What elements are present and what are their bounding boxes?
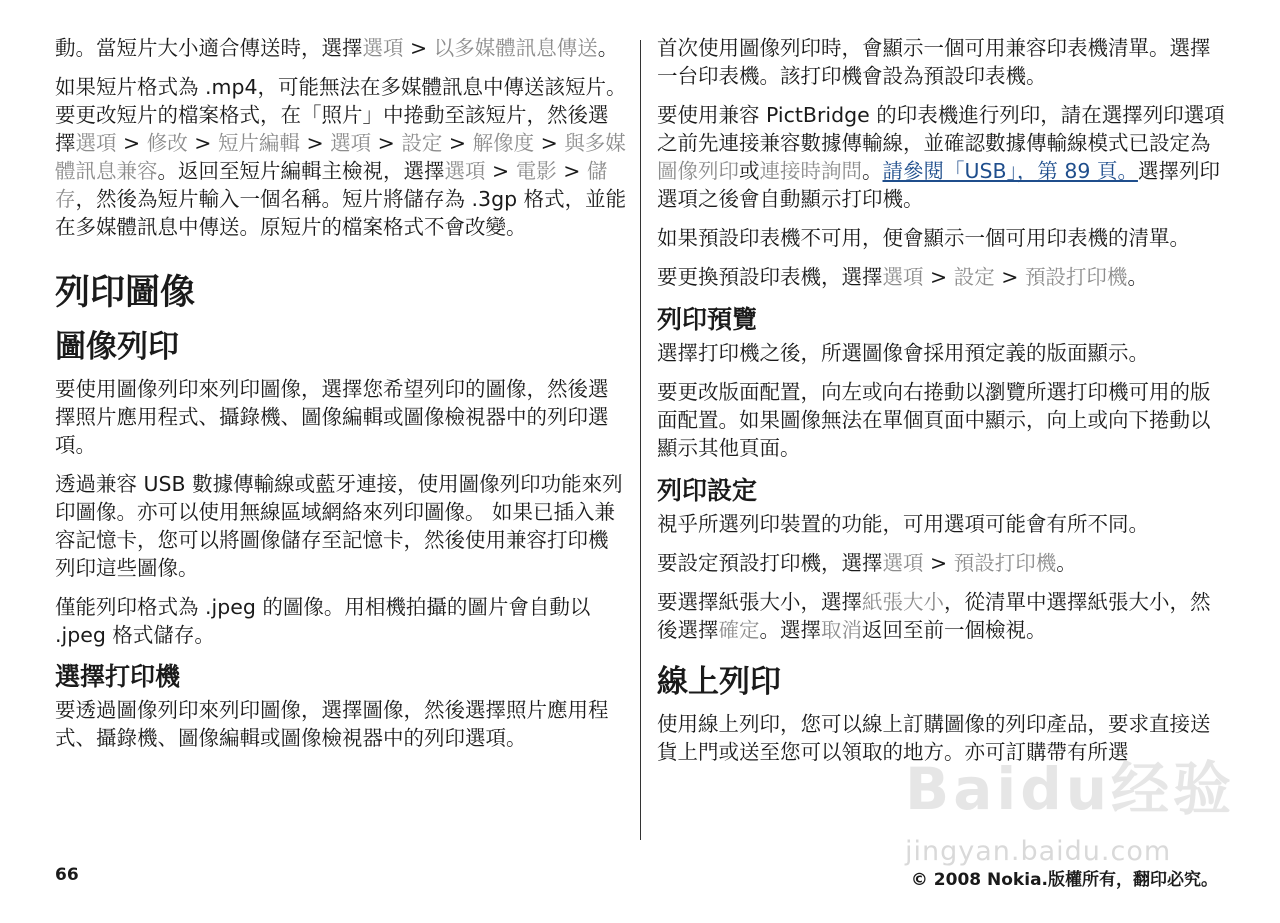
- text-run: ，從清單中選擇紙張大小，然後選擇: [657, 590, 1211, 642]
- paragraph: [657, 263, 1227, 291]
- column-divider: [640, 40, 641, 840]
- text-run: 要更換預設印表機，選擇: [657, 265, 883, 289]
- menu-path-item: 電影: [515, 159, 557, 183]
- text-run: >: [187, 131, 218, 155]
- page-number: 66: [55, 865, 79, 885]
- paragraph: 選擇打印機之後，所選圖像會採用預定義的版面顯示。: [657, 341, 1149, 365]
- subheading: 列印設定: [657, 476, 758, 505]
- text-run: >: [534, 131, 565, 155]
- cross-reference-link[interactable]: 請參閱「USB」，第 89 頁。: [882, 159, 1138, 183]
- text-run: >: [116, 131, 147, 155]
- paragraph: 要使用圖像列印來列印圖像，選擇您希望列印的圖像，然後選擇照片應用程式、攝錄機、圖像編輯或圖像檢視器中的列印選項。: [55, 377, 609, 457]
- text-run: >: [485, 159, 516, 183]
- text-run: >: [994, 265, 1025, 289]
- paragraph: 透過兼容 USB 數據傳輸線或藍牙連接，使用圖像列印功能來列印圖像。亦可以使用無線區域網絡來列印圖像。 如果已插入兼容記憶卡，您可以將圖像儲存至記憶卡，然後使用兼容打印機列印這些圖像。: [55, 472, 623, 580]
- menu-path-item: 選項: [75, 131, 117, 155]
- menu-path-item: 選項: [444, 159, 486, 183]
- paragraph: [657, 588, 1227, 644]
- text-run: >: [923, 551, 954, 575]
- text-run: >: [556, 159, 587, 183]
- subheading: 列印預覽: [657, 305, 758, 334]
- text-run: 動。當短片大小適合傳送時，選擇: [55, 36, 363, 60]
- section-subtitle: 圖像列印: [55, 329, 179, 365]
- text-run: >: [371, 131, 402, 155]
- text-run: 選擇列印選項之後會自動顯示打印機。: [657, 159, 1220, 211]
- text-run: 。: [1056, 551, 1077, 575]
- text-run: 。: [862, 159, 883, 183]
- menu-path-item: 修改: [146, 131, 188, 155]
- menu-path-item: 預設打印機: [1024, 265, 1128, 289]
- menu-path-item: 圖像列印: [657, 159, 739, 183]
- right-column: [657, 34, 1227, 777]
- watermark-url: jingyan.baidu.com: [905, 836, 1172, 867]
- section-subtitle: 線上列印: [657, 664, 781, 700]
- text-run: ，然後為短片輸入一個名稱。短片將儲存為 .3gp 格式，並能在多媒體訊息中傳送。原短片的檔案格式不會改變。: [55, 187, 627, 239]
- menu-path-item: 短片編輯: [217, 131, 300, 155]
- text-run: 。選擇: [759, 618, 821, 642]
- menu-path-item: 選項: [330, 131, 372, 155]
- paragraph: [55, 73, 627, 241]
- menu-path-item: 選項: [362, 36, 404, 60]
- menu-path-item: 紙張大小: [862, 590, 944, 614]
- watermark-logo: Baidu经验: [905, 755, 1236, 823]
- text-run: >: [299, 131, 331, 155]
- menu-path-item: 預設打印機: [953, 551, 1057, 575]
- text-run: 要設定預設打印機，選擇: [657, 551, 883, 575]
- menu-path-item: 與多媒體訊息兼容: [55, 131, 626, 183]
- text-run: 返回至前一個檢視。: [862, 618, 1047, 642]
- menu-path-item: 選項: [882, 265, 924, 289]
- paragraph: 要透過圖像列印來列印圖像，選擇圖像，然後選擇照片應用程式、攝錄機、圖像編輯或圖像檢視器中的列印選項。: [55, 698, 609, 750]
- menu-path-item: 連接時詢問: [759, 159, 862, 183]
- menu-path-item: 儲存: [55, 159, 608, 211]
- paragraph: 使用線上列印，您可以線上訂購圖像的列印產品，要求直接送貨上門或送至您可以領取的地方。亦可訂購帶有所選: [657, 712, 1211, 764]
- subheading: 選擇打印機: [55, 662, 181, 691]
- text-run: 。: [597, 36, 619, 60]
- menu-path-item: 設定: [953, 265, 995, 289]
- section-title: 列印圖像: [55, 273, 196, 313]
- menu-path-item: 選項: [882, 551, 924, 575]
- copyright: © 2008 Nokia.版權所有，翻印必究。: [910, 870, 1218, 890]
- paragraph: 首次使用圖像列印時，會顯示一個可用兼容印表機清單。選擇一台印表機。該打印機會設為預設印表機。: [657, 36, 1211, 88]
- text-run: >: [923, 265, 954, 289]
- paragraph: [657, 549, 1227, 577]
- text-run: 。: [1127, 265, 1148, 289]
- text-run: >: [403, 36, 434, 60]
- text-run: 要選擇紙張大小，選擇: [657, 590, 862, 614]
- paragraph: 要更改版面配置，向左或向右捲動以瀏覽所選打印機可用的版面配置。如果圖像無法在單個頁面中顯示，向上或向下捲動以顯示其他頁面。: [657, 380, 1211, 460]
- text-run: 或: [739, 159, 760, 183]
- paragraph: [657, 101, 1227, 213]
- paragraph: 僅能列印格式為 .jpeg 的圖像。用相機拍攝的圖片會自動以 .jpeg 格式儲存。: [55, 595, 591, 647]
- text-run: >: [442, 131, 473, 155]
- left-column: [55, 34, 627, 763]
- menu-path-item: 解像度: [472, 131, 535, 155]
- paragraph: [55, 34, 627, 62]
- menu-path-item: 確定: [718, 618, 760, 642]
- menu-path-item: 以多媒體訊息傳送: [433, 36, 598, 60]
- paragraph: 如果預設印表機不可用，便會顯示一個可用印表機的清單。: [657, 226, 1190, 250]
- menu-path-item: 取消: [821, 618, 862, 642]
- paragraph: 視乎所選列印裝置的功能，可用選項可能會有所不同。: [657, 512, 1149, 536]
- text-run: 如果短片格式為 .mp4，可能無法在多媒體訊息中傳送該短片。要更改短片的檔案格式，在「照片」中捲動至該短片，然後選擇: [55, 75, 627, 155]
- menu-path-item: 設定: [401, 131, 443, 155]
- text-run: 。返回至短片編輯主檢視，選擇: [157, 159, 445, 183]
- text-run: 要使用兼容 PictBridge 的印表機進行列印，請在選擇列印選項之前先連接兼容數據傳輸線，並確認數據傳輸線模式已設定為: [657, 103, 1225, 155]
